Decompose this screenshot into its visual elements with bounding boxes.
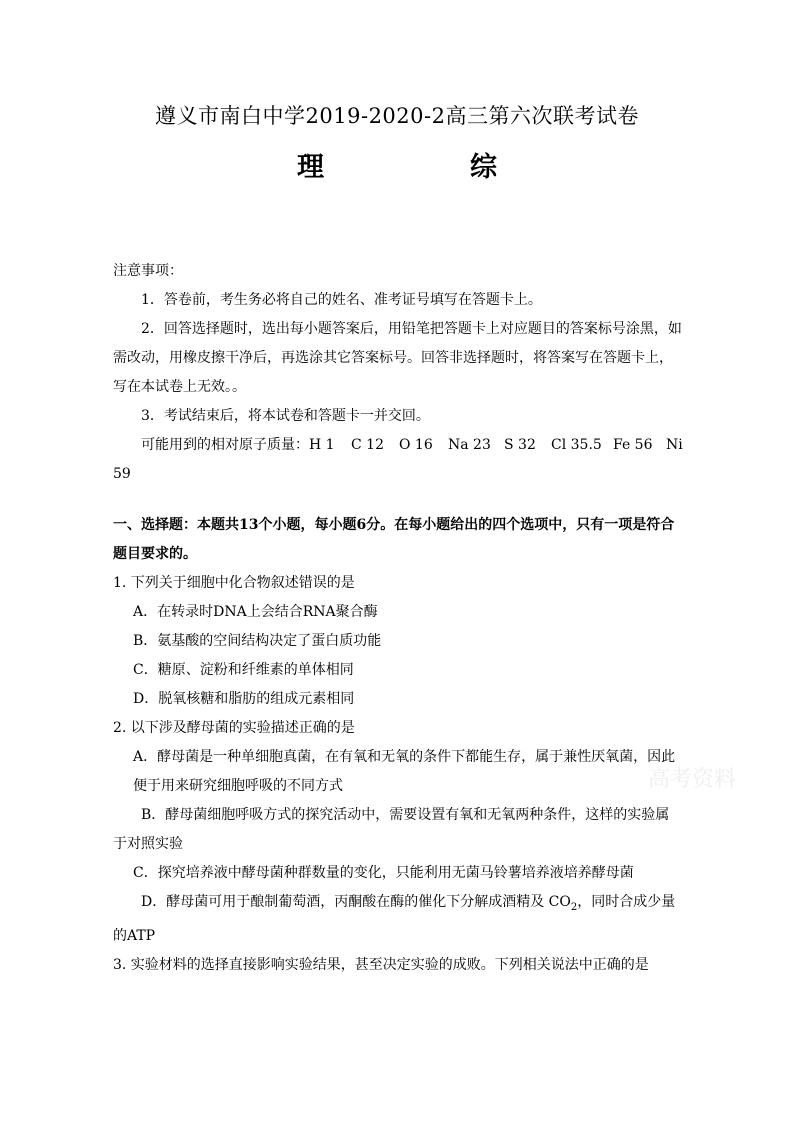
notice-item-1: 1．答卷前，考生务必将自己的姓名、准考证号填写在答题卡上。 [141, 292, 542, 308]
question-2-option-d-text: D．酵母菌可用于酿制葡萄酒，丙酮酸在酶的催化下分解成酒精及 CO [141, 894, 571, 910]
section-1-heading: 一、选择题：本题共13个小题，每小题6分。在每小题给出的四个选项中，只有一项是符合题目要求的。 [113, 517, 675, 562]
atomic-mass-ni-value: 59 [113, 466, 131, 482]
question-1-option-d: D．脱氧核糖和脂肪的组成元素相同 [133, 691, 355, 707]
question-2-option-b: B．酵母菌细胞呼吸方式的探究活动中，需要设置有氧和无氧两种条件，这样的实验属于对照实验 [113, 807, 670, 852]
atomic-mass-o: O 16 [399, 437, 433, 453]
question-2-option-d-subscript: 2 [570, 901, 578, 913]
subject-char-li: 理 [297, 152, 324, 183]
question-1-option-c: C．糖原、淀粉和纤维素的单体相同 [133, 662, 354, 678]
atomic-mass-fe: Fe 56 [613, 437, 653, 453]
atomic-mass-cl: Cl 35.5 [551, 437, 602, 453]
atomic-mass-line [113, 431, 683, 460]
question-1-option-a: A．在转录时DNA上会结合RNA聚合酶 [133, 604, 378, 620]
atomic-mass-ni: Ni [666, 437, 683, 453]
question-2-stem: 2. 以下涉及酵母菌的实验描述正确的是 [113, 720, 355, 736]
atomic-mass-na: Na 23 [448, 437, 491, 453]
atomic-mass-c: C 12 [351, 437, 384, 453]
notice-section [113, 257, 683, 489]
question-1-option-b: B．氨基酸的空间结构决定了蛋白质功能 [133, 633, 382, 649]
notice-item-2: 2．回答选择题时，选出每小题答案后，用铅笔把答题卡上对应题目的答案标号涂黑，如需改动，用橡皮擦干净后，再选涂其它答案标号。回答非选择题时，将答案写在答题卡上，写在本试卷上无效。。 [113, 321, 682, 395]
notice-item-3: 3．考试结束后，将本试卷和答题卡一并交回。 [141, 408, 430, 424]
question-2-option-d [113, 888, 683, 951]
notice-heading: 注意事项： [113, 263, 183, 279]
question-3-stem: 3. 实验材料的选择直接影响实验结果，甚至决定实验的成败。下列相关说法中正确的是 [113, 956, 649, 973]
atomic-mass-label: 可能用到的相对原子质量：H 1 [141, 437, 335, 453]
exam-subject [0, 145, 794, 183]
question-1-stem: 1. 下列关于细胞中化合物叙述错误的是 [113, 575, 355, 591]
question-2-option-c: C．探究培养液中酵母菌种群数量的变化，只能利用无菌马铃薯培养液培养酵母菌 [133, 865, 634, 881]
atomic-mass-s: S 32 [504, 437, 536, 453]
watermark: 高考资料 [648, 767, 737, 792]
question-2-option-d-text-end: ，同时合成少量的ATP [113, 894, 676, 944]
exam-title: 遵义市南白中学2019-2020-2高三第六次联考试卷 [155, 104, 639, 128]
question-2-option-a: A．酵母菌是一种单细胞真菌，在有氧和无氧的条件下都能生存，属于兼性厌氧菌，因此便于用来研究细胞呼吸的不同方式 [133, 749, 676, 794]
subject-char-zong: 综 [470, 152, 497, 183]
section-1 [113, 511, 683, 980]
